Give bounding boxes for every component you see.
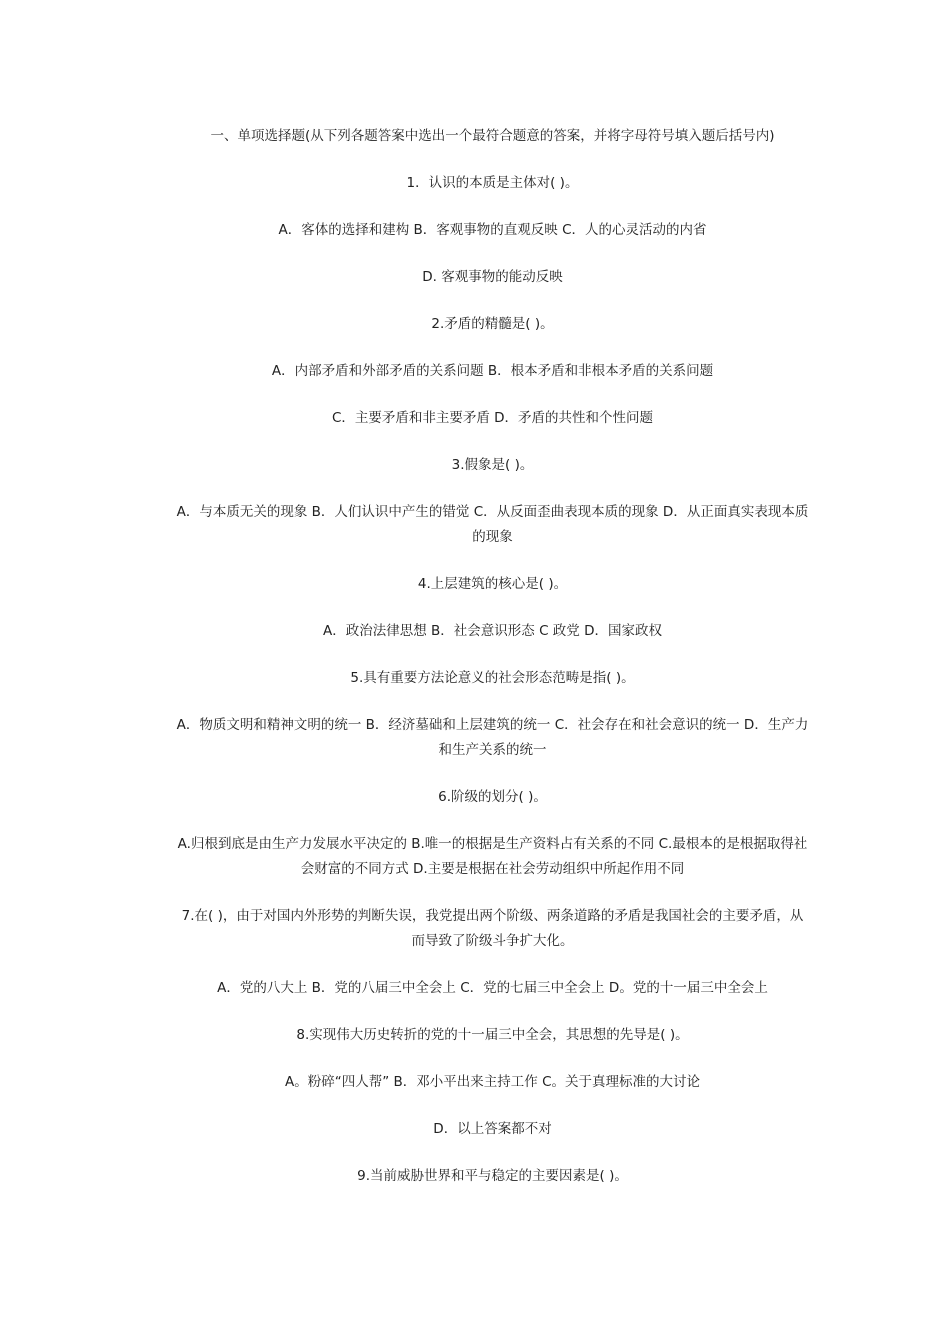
question-1-options-abc: A．客体的选择和建构 B．客观事物的直观反映 C．人的心灵活动的内省 bbox=[278, 222, 707, 238]
question-5: 5.具有重要方法论意义的社会形态范畴是指( )。 bbox=[350, 670, 635, 686]
question-9: 9.当前威胁世界和平与稳定的主要因素是( )。 bbox=[357, 1168, 628, 1184]
section-heading: 一、单项选择题(从下列各题答案中选出一个最符合题意的答案，并将字母符号填入题后括号内) bbox=[210, 128, 775, 144]
document-body bbox=[175, 124, 810, 1211]
question-3: 3.假象是( )。 bbox=[451, 457, 534, 473]
question-8-option-d: D．以上答案都不对 bbox=[433, 1121, 552, 1137]
question-8: 8.实现伟大历史转折的党的十一届三中全会，其思想的先导是( )。 bbox=[296, 1027, 689, 1043]
question-2-options-cd: C．主要矛盾和非主要矛盾 D．矛盾的共性和个性问题 bbox=[331, 410, 654, 426]
question-8-options-abc: A。粉碎“四人帮” B．邓小平出来主持工作 C。关于真理标准的大讨论 bbox=[285, 1074, 700, 1090]
question-1: 1．认识的本质是主体对( )。 bbox=[406, 175, 579, 191]
question-2: 2.矛盾的精髓是( )。 bbox=[431, 316, 554, 332]
question-7-options: A．党的八大上 B．党的八届三中全会上 C．党的七届三中全会上 D。党的十一届三中全会上 bbox=[217, 980, 768, 996]
question-4: 4.上层建筑的核心是( )。 bbox=[417, 576, 568, 592]
question-6: 6.阶级的划分( )。 bbox=[438, 789, 547, 805]
question-2-options-ab: A．内部矛盾和外部矛盾的关系问题 B．根本矛盾和非根本矛盾的关系问题 bbox=[271, 363, 714, 379]
question-7: 7.在( )，由于对国内外形势的判断失误，我党提出两个阶级、两条道路的矛盾是我国社会的主要矛盾，从而导致了阶级斗争扩大化。 bbox=[181, 908, 804, 949]
question-4-options: A．政治法律思想 B．社会意识形态 C 政党 D．国家政权 bbox=[323, 623, 662, 639]
question-5-options: A．物质文明和精神文明的统一 B．经济墓础和上层建筑的统一 C．社会存在和社会意识的统一 D．生产力和生产关系的统一 bbox=[176, 717, 809, 758]
question-6-options: A.归根到底是由生产力发展水平决定的 B.唯一的根据是生产资料占有关系的不同 C.最根本的是根据取得社会财富的不同方式 D.主要是根据在社会劳动组织中所起作用不同 bbox=[177, 836, 808, 877]
question-1-option-d: D. 客观事物的能动反映 bbox=[422, 269, 563, 285]
question-3-options: A．与本质无关的现象 B．人们认识中产生的错觉 C．从反面歪曲表现本质的现象 D．从正面真实表现本质的现象 bbox=[176, 504, 809, 545]
